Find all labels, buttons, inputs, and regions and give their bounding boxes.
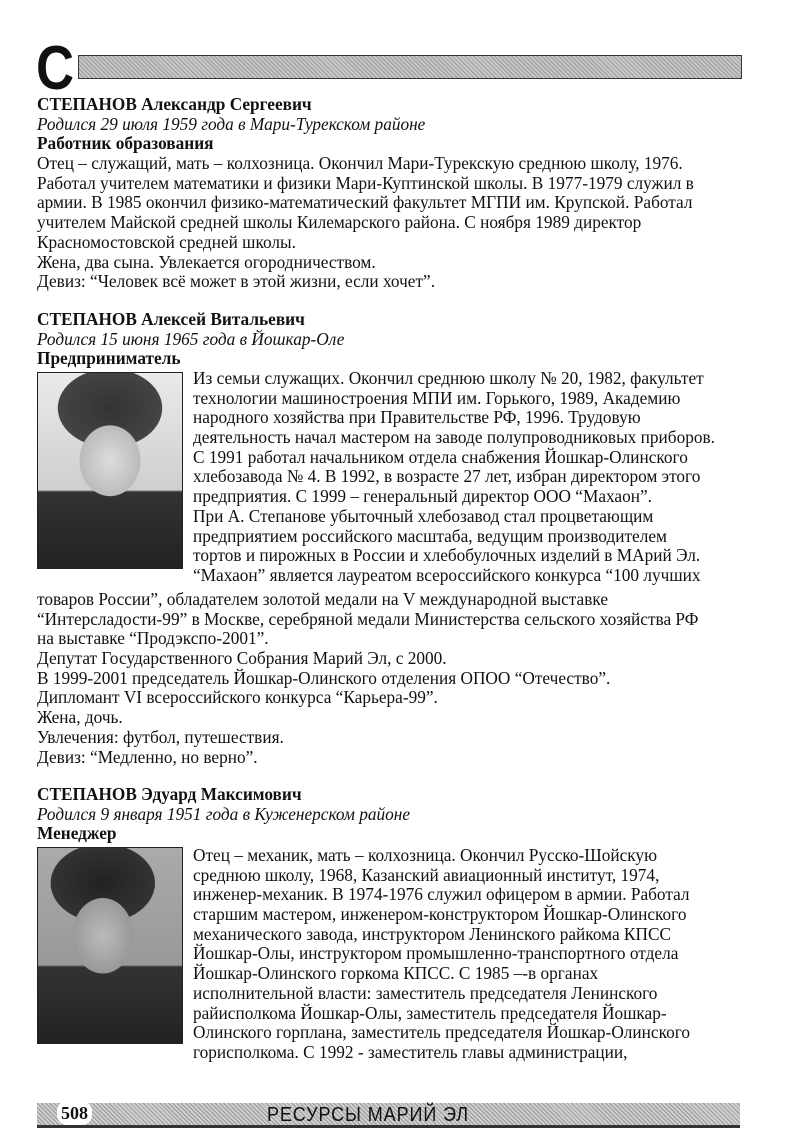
text-line: деятельность начал мастером на заводе полупроводниковых приборов. [193,427,715,448]
text-line: Из семьи служащих. Окончил среднюю школу № 20, 1982, факультет [193,368,704,388]
text-line: Йошкар-Олы, инструктором промышленно-транспортного отдела [193,943,679,964]
text-line: Жена, дочь. [37,707,123,728]
biography-text [193,846,711,1063]
text-line: Красномостовской средней школы. [37,231,296,252]
text-line: горисполкома. С 1992 - заместитель главы администрации, [193,1041,628,1062]
text-line: Олинского горплана, заместитель председателя Йошкар-Олинского [193,1022,691,1043]
biography-text [37,154,747,292]
portrait-photo [37,372,183,569]
birth-info: Родился 29 июля 1959 года в Мари-Турекском районе [37,113,426,134]
biography-entry [37,310,747,369]
text-line: механического завода, инструктором Ленинского райкома КПСС [193,923,672,944]
text-line: исполнительной власти: заместитель председателя Ленинского [193,982,658,1003]
text-line: технологии машиностроения МПИ им. Горького, 1989, Академию [193,387,681,408]
text-line: “Интерсладости-99” в Москве, серебряной медали Министерства сельского хозяйства РФ [37,608,699,629]
text-line: райисполкома Йошкар-Олы, заместитель председателя Йошкар- [193,1002,667,1023]
biography-text [193,369,737,586]
text-line: учителем Майской средней школы Килемарского района. С ноября 1989 директор [37,212,642,233]
biography-entry [37,785,747,844]
text-line: Йошкар-Олинского горкома КПСС. С 1985 –-в органах [193,963,599,984]
text-line: В 1999-2001 председатель Йошкар-Олинского отделения ОПОО “Отечество”. [37,667,611,688]
text-line: тортов и пирожных в России и хлебобулочных изделий в МАрий Эл. [193,545,701,566]
biography-text [37,590,747,767]
text-line: С 1991 работал начальником отдела снабжения Йошкар-Олинского [193,446,688,467]
portrait-photo [37,847,183,1044]
biography-entry [37,95,747,292]
occupation: Менеджер [37,823,117,844]
text-line: инженер-механик. В 1974-1976 служил офицером в армии. Работал [193,884,690,905]
text-line: Работал учителем математики и физики Мари-Куптинской школы. В 1977-1979 служил в [37,172,694,193]
text-line: предприятия. С 1999 – генеральный директор ООО “Махаон”. [193,486,652,507]
text-line: Девиз: “Человек всё может в этой жизни, если хочет”. [37,271,436,292]
occupation: Работник образования [37,133,214,154]
section-header-bar [78,55,742,79]
text-line: товаров России”, обладателем золотой медали на V международной выставке [37,589,609,609]
text-line: армии. В 1985 окончил физико-математический факультет МГПИ им. Крупской. Работал [37,192,693,213]
text-line: Отец – механик, мать – колхозница. Окончил Русско-Шойскую [193,845,657,865]
text-line: Девиз: “Медленно, но верно”. [37,746,258,767]
page-footer [37,1103,740,1128]
text-line: Отец – служащий, мать – колхозница. Окончил Мари-Турекскую среднюю школу, 1976. [37,153,683,174]
text-line: старшим мастером, инженером-конструктором Йошкар-Олинского [193,904,687,925]
page-number: 508 [57,1101,92,1125]
text-line: “Махаон” является лауреатом всероссийского конкурса “100 лучших [193,564,701,585]
text-line: Депутат Государственного Собрания Марий Эл, с 2000. [37,648,447,669]
text-line: хлебозавода № 4. В 1992, в возрасте 27 лет, избран директором этого [193,466,701,487]
footer-title: РЕСУРСЫ МАРИЙ ЭЛ [267,1104,470,1126]
text-line: среднюю школу, 1968, Казанский авиационный институт, 1974, [193,864,660,885]
person-name: СТЕПАНОВ Алексей Витальевич [37,309,305,329]
text-line: предприятием российского масштаба, ведущим производителем [193,525,667,546]
text-line: Жена, два сына. Увлекается огородничеством. [37,251,376,272]
person-name: СТЕПАНОВ Александр Сергеевич [37,94,312,114]
text-line: Увлечения: футбол, путешествия. [37,726,284,747]
text-line: При А. Степанове убыточный хлебозавод стал процветающим [193,505,654,526]
text-line: народного хозяйства при Правительстве РФ, 1996. Трудовую [193,407,641,428]
birth-info: Родился 9 января 1951 года в Куженерском районе [37,803,411,824]
occupation: Предприниматель [37,348,181,369]
text-line: Дипломант VI всероссийского конкурса “Карьера-99”. [37,687,438,708]
person-name: СТЕПАНОВ Эдуард Максимович [37,784,302,804]
text-line: на выставке “Продэкспо-2001”. [37,628,269,649]
birth-info: Родился 15 июня 1965 года в Йошкар-Оле [37,328,345,349]
section-letter: С [36,34,75,103]
